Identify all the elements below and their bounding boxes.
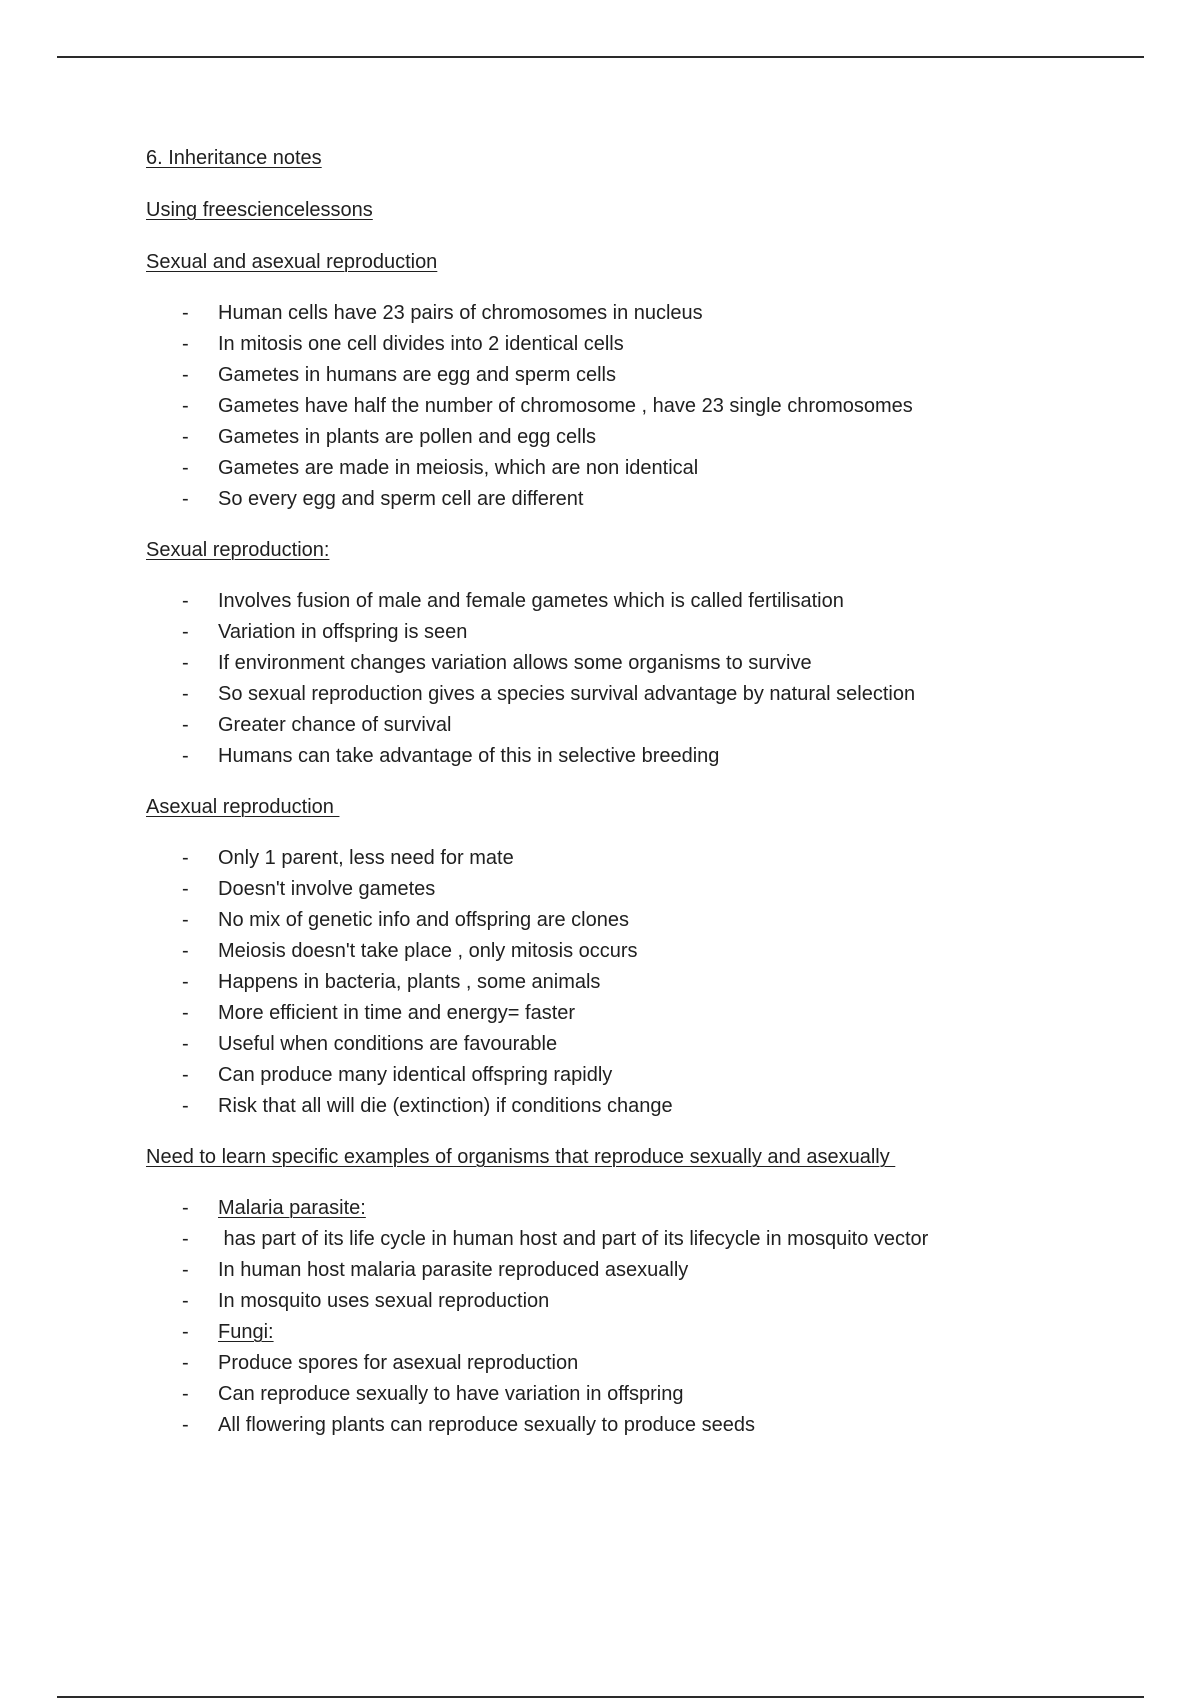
section-heading-sexual-reproduction: Sexual reproduction:: [146, 539, 330, 561]
bullet-dash: -: [182, 621, 189, 643]
list-item-text: Doesn't involve gametes: [218, 878, 436, 900]
bullet-dash: -: [182, 1228, 189, 1250]
list-item: [146, 1060, 1146, 1091]
list-item: [146, 648, 1146, 679]
section-list-asexual-reproduction: [146, 843, 1146, 1122]
list-item-text: Gametes are made in meiosis, which are non identical: [218, 457, 699, 479]
list-item: [146, 1193, 1146, 1224]
bullet-dash: -: [182, 364, 189, 386]
list-item: [146, 1286, 1146, 1317]
section-list-specific-examples: [146, 1193, 1146, 1441]
list-item: [146, 998, 1146, 1029]
list-item: [146, 422, 1146, 453]
bullet-dash: -: [182, 1095, 189, 1117]
list-item: [146, 1348, 1146, 1379]
list-item: [146, 1379, 1146, 1410]
bullet-dash: -: [182, 745, 189, 767]
section-heading-asexual-reproduction: Asexual reproduction: [146, 796, 340, 818]
bullet-dash: -: [182, 878, 189, 900]
list-item: [146, 936, 1146, 967]
list-item: [146, 710, 1146, 741]
section-heading-sexual-and-asexual: Sexual and asexual reproduction: [146, 251, 438, 273]
list-item: [146, 843, 1146, 874]
list-item-text: In mitosis one cell divides into 2 identical cells: [218, 333, 624, 355]
list-item: [146, 329, 1146, 360]
section-list-sexual-reproduction: [146, 586, 1146, 772]
list-item: [146, 1029, 1146, 1060]
bullet-dash: -: [182, 1197, 189, 1219]
bullet-dash: -: [182, 426, 189, 448]
bullet-dash: -: [182, 1064, 189, 1086]
list-item-text: Useful when conditions are favourable: [218, 1033, 558, 1055]
list-item-text: Human cells have 23 pairs of chromosomes in nucleus: [218, 302, 703, 324]
list-item-text: No mix of genetic info and offspring are clones: [218, 909, 629, 931]
list-item-text: Can produce many identical offspring rapidly: [218, 1064, 613, 1086]
list-item-text: More efficient in time and energy= faster: [218, 1002, 576, 1024]
bullet-dash: -: [182, 1414, 189, 1436]
document-title: 6. Inheritance notes: [146, 147, 322, 169]
list-item: [146, 298, 1146, 329]
bullet-dash: -: [182, 302, 189, 324]
list-item-text: Produce spores for asexual reproduction: [218, 1352, 579, 1374]
subheading-malaria-parasite: Malaria parasite:: [218, 1197, 366, 1219]
list-item-text: Gametes in plants are pollen and egg cells: [218, 426, 597, 448]
bullet-dash: -: [182, 1290, 189, 1312]
bullet-dash: -: [182, 652, 189, 674]
bullet-dash: -: [182, 1383, 189, 1405]
bullet-dash: -: [182, 1321, 189, 1343]
list-item-text: Can reproduce sexually to have variation in offspring: [218, 1383, 684, 1405]
list-item: [146, 874, 1146, 905]
list-item-text: So every egg and sperm cell are different: [218, 488, 584, 510]
bullet-dash: -: [182, 488, 189, 510]
list-item-text: Involves fusion of male and female gametes which is called fertilisation: [218, 590, 844, 612]
list-item-text: Humans can take advantage of this in selective breeding: [218, 745, 720, 767]
list-item: [146, 905, 1146, 936]
list-item: [146, 1410, 1146, 1441]
list-item-text: Meiosis doesn't take place , only mitosis occurs: [218, 940, 638, 962]
bullet-dash: -: [182, 590, 189, 612]
list-item-text: Risk that all will die (extinction) if conditions change: [218, 1095, 673, 1117]
bullet-dash: -: [182, 714, 189, 736]
list-item-text: has part of its life cycle in human host and part of its lifecycle in mosquito vector: [218, 1228, 929, 1250]
bullet-dash: -: [182, 971, 189, 993]
bullet-dash: -: [182, 395, 189, 417]
list-item-text: In mosquito uses sexual reproduction: [218, 1290, 550, 1312]
bullet-dash: -: [182, 1033, 189, 1055]
list-item: [146, 360, 1146, 391]
list-item-text: So sexual reproduction gives a species survival advantage by natural selection: [218, 683, 916, 705]
list-item: [146, 679, 1146, 710]
header-rule: [57, 56, 1144, 58]
document-body: [146, 143, 1146, 1461]
bullet-dash: -: [182, 940, 189, 962]
subheading-fungi: Fungi:: [218, 1321, 274, 1343]
list-item: [146, 1255, 1146, 1286]
list-item: [146, 1317, 1146, 1348]
list-item-text: Variation in offspring is seen: [218, 621, 468, 643]
bullet-dash: -: [182, 1259, 189, 1281]
list-item-text: Only 1 parent, less need for mate: [218, 847, 514, 869]
bullet-dash: -: [182, 847, 189, 869]
list-item-text: Gametes in humans are egg and sperm cells: [218, 364, 616, 386]
bullet-dash: -: [182, 1352, 189, 1374]
bullet-dash: -: [182, 909, 189, 931]
list-item-text: Greater chance of survival: [218, 714, 452, 736]
footer-rule: [57, 1696, 1144, 1698]
list-item-text: Gametes have half the number of chromosome , have 23 single chromosomes: [218, 395, 913, 417]
list-item: [146, 741, 1146, 772]
bullet-dash: -: [182, 1002, 189, 1024]
bullet-dash: -: [182, 457, 189, 479]
list-item-text: In human host malaria parasite reproduced asexually: [218, 1259, 689, 1281]
list-item: [146, 1091, 1146, 1122]
source-note: Using freesciencelessons: [146, 199, 373, 221]
list-item: [146, 967, 1146, 998]
list-item-text: All flowering plants can reproduce sexually to produce seeds: [218, 1414, 755, 1436]
list-item-text: Happens in bacteria, plants , some animals: [218, 971, 601, 993]
section-heading-specific-examples: Need to learn specific examples of organisms that reproduce sexually and asexually: [146, 1146, 896, 1168]
list-item: [146, 484, 1146, 515]
bullet-dash: -: [182, 333, 189, 355]
list-item-text: If environment changes variation allows some organisms to survive: [218, 652, 812, 674]
list-item: [146, 391, 1146, 422]
bullet-dash: -: [182, 683, 189, 705]
list-item: [146, 586, 1146, 617]
list-item: [146, 1224, 1146, 1255]
section-list-sexual-and-asexual: [146, 298, 1146, 515]
list-item: [146, 453, 1146, 484]
list-item: [146, 617, 1146, 648]
